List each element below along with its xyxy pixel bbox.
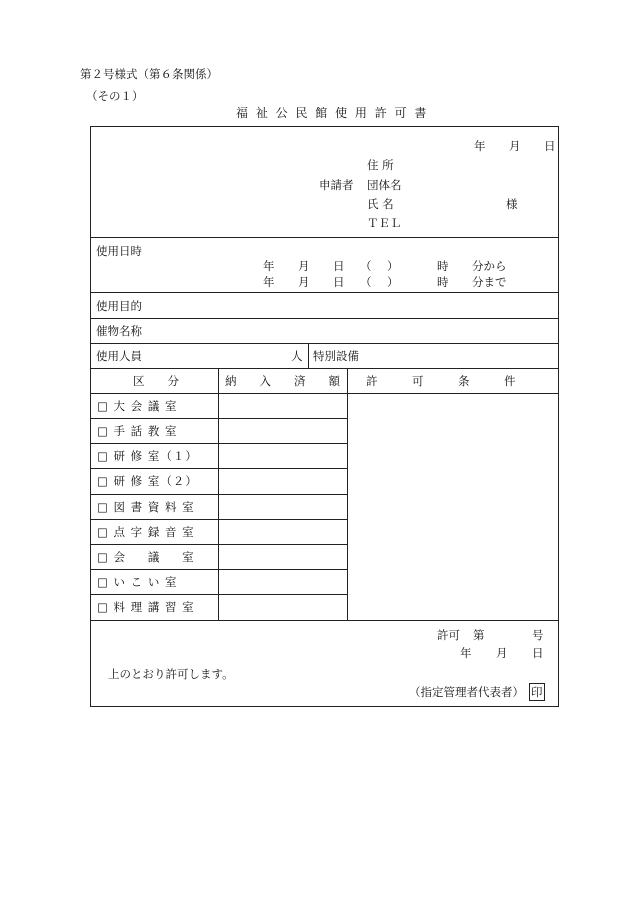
- room-item: □ 料 理 講 習 室: [97, 600, 195, 614]
- to-day: 日: [333, 275, 345, 289]
- form-number: 第２号様式（第６条関係）: [80, 67, 218, 81]
- divider: [91, 569, 347, 570]
- from-year: 年: [263, 259, 275, 273]
- divider: [91, 343, 558, 344]
- from-month: 月: [298, 259, 310, 273]
- divider: [347, 368, 348, 620]
- to-hour: 時: [437, 275, 449, 289]
- room-item: □ 大 会 議 室: [97, 399, 178, 413]
- from-weekday-close: ）: [387, 259, 399, 273]
- paid-amount-header: 納 入 済 額: [225, 374, 340, 388]
- to-weekday-close: ）: [387, 275, 399, 289]
- attendance-label: 使用人員: [96, 349, 142, 363]
- approval-month: 月: [496, 646, 508, 660]
- conditions-header: 許 可 条 件: [366, 374, 516, 388]
- divider: [91, 292, 558, 293]
- issue-date-year: 年: [474, 139, 486, 153]
- approval-day: 日: [532, 646, 544, 660]
- category-header: 区 分: [133, 374, 179, 388]
- divider: [91, 318, 558, 319]
- from-minute: 分から: [472, 259, 507, 273]
- room-item: □ 図 書 資 料 室: [97, 500, 195, 514]
- divider: [91, 443, 347, 444]
- divider: [91, 544, 347, 545]
- room-item: □ 手 話 教 室: [97, 424, 178, 438]
- permit-number-prefix: 第: [473, 628, 485, 642]
- divider: [91, 519, 347, 520]
- to-minute: 分まで: [472, 275, 507, 289]
- to-month: 月: [298, 275, 310, 289]
- divider: [91, 468, 347, 469]
- address-label: 住 所: [367, 158, 394, 172]
- room-item: □ 会 議 室: [97, 550, 195, 564]
- honorific-sama: 様: [506, 197, 518, 211]
- from-weekday-open: （: [360, 259, 372, 273]
- divider: [91, 418, 347, 419]
- from-hour: 時: [437, 259, 449, 273]
- divider: [91, 393, 558, 394]
- divider: [91, 594, 347, 595]
- issue-date-month: 月: [509, 139, 521, 153]
- divider: [91, 237, 558, 238]
- approval-statement: 上のとおり許可します。: [108, 667, 234, 681]
- permit-label: 許可: [437, 628, 460, 642]
- to-year: 年: [263, 275, 275, 289]
- applicant-label: 申請者: [319, 178, 354, 192]
- usage-purpose-label: 使用目的: [96, 299, 142, 313]
- divider: [91, 494, 347, 495]
- room-item: □ い こ い 室: [97, 575, 178, 589]
- from-day: 日: [333, 259, 345, 273]
- to-weekday-open: （: [360, 275, 372, 289]
- organization-label: 団体名: [367, 178, 402, 192]
- form-sub-number: （その１）: [86, 89, 144, 103]
- permit-number-suffix: 号: [532, 628, 544, 642]
- approval-year: 年: [460, 646, 472, 660]
- event-name-label: 催物名称: [96, 324, 142, 338]
- divider: [91, 620, 558, 621]
- tel-label: ＴＥＬ: [367, 216, 402, 230]
- usage-datetime-label: 使用日時: [96, 244, 142, 258]
- signer-label: （指定管理者代表者）: [409, 685, 524, 699]
- seal-stamp: 印: [531, 685, 543, 699]
- issue-date-day: 日: [544, 139, 556, 153]
- document-title: 福 祉 公 民 館 使 用 許 可 書: [236, 106, 429, 120]
- divider: [91, 368, 558, 369]
- name-label: 氏 名: [367, 197, 394, 211]
- room-item: □ 研 修 室（２）: [97, 474, 198, 488]
- room-item: □ 点 字 録 音 室: [97, 525, 195, 539]
- special-equipment-label: 特別設備: [313, 349, 359, 363]
- attendance-unit: 人: [291, 349, 303, 363]
- divider: [308, 343, 309, 368]
- room-item: □ 研 修 室（１）: [97, 449, 198, 463]
- permit-form: [90, 126, 559, 707]
